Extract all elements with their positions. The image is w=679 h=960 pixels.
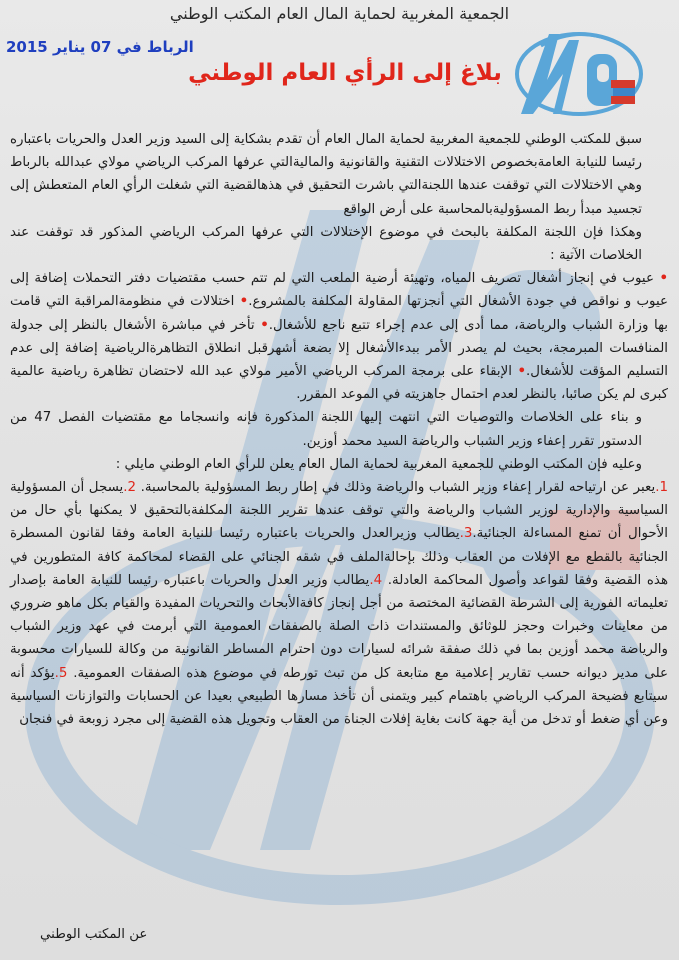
intro-paragraph: وهكذا فإن اللجنة المكلفة بالبحث في موضوع الإختلالات التي عرفها المركب الرياضي المذكور قد توقفت عند الخلاصات الآتية : xyxy=(10,224,642,264)
point-number: 4. xyxy=(369,572,383,588)
finding-item: تأخر في مباشرة الأشغال بالنظر إلى جدولة المنافسات المبرمجة، بحيث لم يصدر الأمر ببدءالأشغال إلا بضعة أشهرقبل انطلاق التظاهرةالرياضية إضافة إلى عدم التسليم المؤقت للأشغال. xyxy=(10,317,668,380)
finding-item: الإبقاء على برمجة المركب الرياضي الأمير مولاي عبد الله لاحتضان تظاهرة رياضية عالمية كبرى لم يكن صائبا، بالنظر لعدم احتمال جاهزيته في الموعد المقرر. xyxy=(10,364,668,403)
bullet-dot-icon: • xyxy=(517,364,527,380)
bullet-dot-icon: • xyxy=(260,317,269,333)
ampp-logo-icon xyxy=(501,22,651,122)
point-number: 5. xyxy=(54,665,68,681)
points-paragraph xyxy=(10,476,668,731)
bullet-dot-icon: • xyxy=(659,271,669,287)
point-text: يطالب وزير العدل والحريات باعتباره رئيسا للنيابة العامة بإصدار تعليماته الفورية إلى الشرطة القضائية المختصة من أجل إنجاز كافةالأبحاث والتحريات المفيدة والقيام بكل ماهو ضروري من معاينات وخبرات وحجز للوثائق والمستندات ذات الصلة بالصفقات العمومية التي أبرمت في عهد وزير الشباب والرياضة محمد أوزين بما في ذلك صفقة شرائه لسيارات دون احترام المساطر القانونية من وكالة للسيارات محسوبة على مدير ديوانه حسب تقارير إعلامية مع متابعة كل من تبث تورطه في موضوع هذه الصفقات العمومية. xyxy=(10,572,669,681)
bullet-dot-icon: • xyxy=(239,294,249,310)
conclusion-paragraph: و بناء على الخلاصات والتوصيات التي انتهت إليها اللجنة المذكورة فإنه وانسجاما مع مقتضيات الفصل 47 من الدستور تقرر إعفاء وزير الشباب والرياضة السيد محمد أوزين. xyxy=(10,410,642,449)
point-text: يؤكد أنه سيتابع فضيحة المركب الرياضي باهتمام كبير ويتمنى أن تأخذ مسارها الطبيعي بعيدا عن الحسابات والتوازنات السياسية وعن أي ضغط أو تدخل من أية جهة كانت بغاية إفلات الجناة من العقاب وتحويل هذه القضية إلى مجرد زوبعة في فنجان xyxy=(10,665,668,728)
point-text: يسجل أن المسؤولية السياسية والإدارية لوزير الشباب والرياضة والتي توقف عندها تقرير اللجنة المكلفةبالتحقيق لا يمكنها بأي حال من الأحوال أن تمنع المساءلة الجنائية. xyxy=(10,480,669,542)
point-text: يعبر عن ارتياحه لقرار إعفاء وزير الشباب والرياضة وذلك في إطار ربط المسؤولية بالمحاسبة. xyxy=(140,480,656,496)
finding-item: عيوب في إنجاز أشغال تصريف المياه، وتهيئة أرضية الملعب التي لم تتم حسب مقتضيات دفتر التحملات إضافة إلى عيوب و نواقص في جودة الأشغال التي أنجزتها المقاولة المكلفة بالمشروع. xyxy=(10,271,669,310)
point-text: يطالب وزيرالعدل والحريات باعتباره رئيسا للنيابة العامة وفقا لقانون المسطرة الجنائية بالقطع مع الإفلات من العقاب وذلك بإحالةالملف في شقه الجنائي على القضاء لمحاكمة كافة المتطورين في هذه القضية وفقا لقواعد وأصول المحاكمة العادلة. xyxy=(10,526,669,588)
signature: عن المكتب الوطني xyxy=(40,927,148,942)
findings-paragraph xyxy=(10,267,668,406)
point-number: 3. xyxy=(459,526,473,542)
point-number: 1. xyxy=(655,480,668,496)
intro-paragraph: سبق للمكتب الوطني للجمعية المغربية لحماية المال العام أن تقدم بشكاية إلى السيد وزير العدل والحريات باعتباره رئيسا للنيابة العامةبخصوص الاختلالات التقنية والقانونية والماليةالتي عرفها المركب الرياضي مولاي عبدالله بالرباط وهي الاختلالات التي توقفت عندها اللجنةالتي باشرت التحقيق في هذهالقضية التي شغلت الرأي العام المتعطش إلى تجسيد مبدأ ربط المسؤوليةبالمحاسبة على أرض الواقع xyxy=(10,132,642,217)
point-number: 2. xyxy=(123,480,137,496)
document-title: بلاغ إلى الرأي العام الوطني xyxy=(188,60,502,86)
statement-body xyxy=(10,128,668,731)
organization-name: الجمعية المغربية لحماية المال العام المكتب الوطني xyxy=(169,4,510,23)
finding-item: اختلالات في منظومةالمراقبة التي قامت بها وزارة الشباب والرياضة، مما أدى إلى عدم إجراء تتبع ناجع للأشغال. xyxy=(10,294,668,333)
announcement-paragraph: وعليه فإن المكتب الوطني للجمعية المغربية لحماية المال العام يعلن للرأي العام الوطني مايلي : xyxy=(115,456,642,472)
document-date: الرباط في 07 يناير 2015 xyxy=(6,38,194,56)
